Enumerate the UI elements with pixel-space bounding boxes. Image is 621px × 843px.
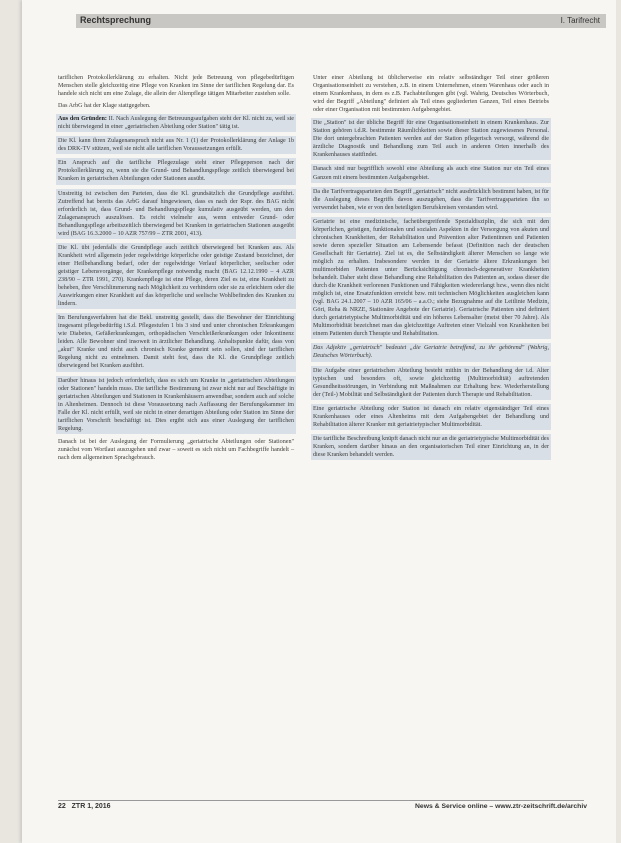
paragraph: Danach ist bei der Auslegung der Formulierung „geriatrische Abteilungen oder Stationen" zunächst vom Wortlaut auszugehen und zwar – soweit es sich nicht um Fachbegriffe handelt – nach dem allgemeinen Sprachgebrauch. <box>58 438 294 461</box>
paragraph: Aus den Gründen: II. Nach Auslegung der Betreuungsaufgaben steht der Kl. nicht zu, weil sie nicht überwiegend in einer „geriatrischen Abteilung oder Station" tätig ist. <box>56 114 296 132</box>
reasons-lead-in: Aus den Gründen: <box>58 116 107 123</box>
left-column <box>58 74 294 466</box>
paragraph: Da die Tarifvertragsparteien den Begriff „geriatrisch" nicht ausdrücklich bestimmt haben, ist für die Auslegung dieses Begriffs davon auszugehen, dass die Tarifvertragsparteien ihn so verwendet haben, wie er von den beteiligten Berufskreisen verstanden wird. <box>311 187 551 213</box>
paragraph: Danach sind nur begrifflich sowohl eine Abteilung als auch eine Station nur ein Teil eines Ganzen mit einem bestimmten Aufgabengebiet. <box>311 164 551 182</box>
paragraph: Die „Station" ist der übliche Begriff für eine Organisationseinheit in einem Krankenhaus. Zur Station gehören i.d.R. bestimmte Räumlichkeiten sowie dieser Station zugewiesenes Personal. Die dort untergebrachten Patienten werden auf der Station pflegerisch versorgt, während die ärztliche Diagnostik und Behandlung zum Teil auch in anderen Orten innerhalb des Krankenhauses stattfindet. <box>311 118 551 160</box>
paragraph: Eine geriatrische Abteilung oder Station ist danach ein relativ eigenständiger Teil eines Krankenhauses oder eines Altenheims mit dem Aufgabengebiet der Behandlung und Rehabilitation älterer Kranker mit geriatrietypischer Multimorbidität. <box>311 404 551 430</box>
paragraph: Unstreitig ist zwischen den Parteien, dass die Kl. grundsätzlich die Grundpflege ausführt. Zutreffend hat bereits das ArbG darauf hingewiesen, dass es nach der Rspr. des BAG nicht erforderlich ist, dass Grund- und Behandlungspflege kumulativ ausgeübt werden, um den Zulagenanspruch auszulösen. Es reicht vielmehr aus, wenn entweder Grund- oder Behandlungspflege arbeitszeitlich überwiegend bei Kranken in geriatrischen Stationen ausgeübt wird (BAG 16.3.2000 – 10 AZR 757/99 – ZTR 2001, 413). <box>56 189 296 239</box>
paragraph: Das Adjektiv „geriatrisch" bedeutet „die Geriatrie betreffend, zu ihr gehörend" (Wahrig, Deutsches Wörterbuch). <box>311 343 551 361</box>
paragraph: Unter einer Abteilung ist üblicherweise ein relativ selbständiger Teil einer größeren Organisationseinheit zu verstehen, z.B. in einem Unternehmen, einem Warenhaus oder auch in einem Krankenhaus, in dem es z.B. Fachabteilungen gibt (vgl. Wahrig, Deutsches Wörterbuch, wird der Begriff „Abteilung" definiert als Teil eines gegliederten Ganzen, Teil eines Betriebs oder einer Organisation mit bestimmten Aufgabengebiet. <box>313 75 549 114</box>
paragraph: Das ArbG hat der Klage stattgegeben. <box>58 103 151 110</box>
paragraph: Die tarifliche Beschreibung knüpft danach nicht nur an die geriatrietypische Multimorbidität des Kranken, sondern darüber hinaus an den organisatorischen Teil einer Einrichtung an, in der diese Kranken behandelt werden. <box>311 434 551 460</box>
paragraph: Die Kl. kann ihren Zulagenanspruch nicht aus Nr. 1 (1) der Protokollerklärung der Anlage 1b des DRK-TV stützen, weil sie nicht alle tariflichen Voraussetzungen erfüllt. <box>56 136 296 154</box>
footer-page-info <box>58 803 111 810</box>
paragraph: tariflichen Protokollerklärung zu erhalten. Nicht jede Betreuung von pflegebedürftigen Menschen stelle gleichzeitig eine Pflege von Kranken im Sinne der tariflichen Regelung dar. Es handele sich nicht um eine Zulage, die allein der Altenpflege tätigen Mitarbeiter zustehen solle. <box>58 75 294 98</box>
page-number: 22 <box>58 803 66 810</box>
paragraph: Geriatrie ist eine medizinische, facheübergreifende Spezialdisziplin, die sich mit den körperlichen, geistigen, funktionalen und sozialen Aspekten in der Versorgung von akuten und chronischen Krankheiten, der Rehabilitation und Prävention alter Patientinnen und Patienten sowie deren spezieller Situation am Lebensende befasst (Definition nach der deutschen Gesellschaft für Geriatrie). Ziel ist es, die Selbständigkeit älterer Menschen so lange wie möglich zu erhalten. Insbesondere werden in der Geriatrie ältere Erkrankungen bei multimorbiden Patienten unter Berücksichtigung chronisch-degenerativer Krankheiten behandelt. Daher steht diese Behandlung eine Rehabilitation des Patienten an, sodass dieser die durch die Krankheit verlorenen Funktionen und Fähigkeiten wiedererlangt bzw., wenn dies nicht möglich ist, eine Ersatzfunktion erreicht bzw. mit technischen Möglichkeiten ausgleichen kann (vgl. BAG 24.1.2007 – 10 AZR 165/06 – a.a.O.; siehe Bezugnahme auf die Leitlinie Medizin, Göri, Reha & NRZE, Stationäre Angebote der Geriatrie). Geriatrische Patienten sind definiert durch geriatrietypische Multimorbidität und ein höheres Lebensalter (meist über 70 Jahre). Als Multimorbidität bezeichnet man das gleichzeitige Auftreten einer Vielzahl von Krankheiten bei einem Patienten durch Therapie und Rehabilitation. <box>311 217 551 340</box>
paragraph: Die Aufgabe einer geriatrischen Abteilung besteht mithin in der Behandlung der i.d. Alter typischen und besonders oft, sowie gleichzeitig (Multimorbidität) auftretenden Gesundheitsstörungen, in Verbindung mit Maßnahmen zur Erhaltung bzw. Wiederherstellung der (Teil-) Mobilität und Selbständigkeit der Patienten durch Therapie und Rehabilitation. <box>311 366 551 400</box>
journal-issue: ZTR 1, 2016 <box>71 803 111 810</box>
paragraph: Im Berufungsverfahren hat die Bekl. unstreitig gestellt, dass die Bewohner der Einrichtung insgesamt pflegebedürftig i.S.d. Pflegestufen 1 bis 3 sind und unter chronischen Erkrankungen wie Diabetes, Gefäßerkrankungen, orthopädischen Verschleißerkrankungen oder Inkontinenz leiden. Alle Bewohner sind insoweit in ärztlicher Behandlung. Anhaltspunkte dafür, dass von „akut" Kranke und nicht auch chronisch Kranke gemeint sein sollen, sind der tariflichen Regelung nicht zu entnehmen. Damit steht fest, dass die Kl. die Grundpflege zeitlich überwiegend bei Kranken ausführt. <box>56 313 296 371</box>
right-column <box>313 74 549 464</box>
paragraph: Darüber hinaus ist jedoch erforderlich, dass es sich um Kranke in „geriatrischen Abteilungen oder Stationen" handeln muss. Die tarifliche Bestimmung ist zwar nicht nur auf Beschäftigte in geriatrischen Abteilungen und Stationen in Krankenhäusern anwendbar, sondern auch auf solche in Altenheimen. Dennoch ist diese Voraussetzung nach Auffassung der Berufungskammer im Falle der Kl. nicht erfüllt, weil sie nicht in einer derartigen Abteilung oder Station im Sinne der tariflichen Vorschrift beschäftigt ist. Dies ergibt sich aus einer Auslegung der tariflichen Regelung. <box>56 376 296 434</box>
paragraph: Die Kl. übt jedenfalls die Grundpflege auch zeitlich überwiegend bei Kranken aus. Als Krankheit wird allgemein jeder regelwidrige körperliche oder geistige Zustand bezeichnet, der einer Heilbehandlung bedarf, oder der regelwidrige Verlauf körperlicher, seelischer oder geistiger Lebensvorgänge, der Krankenpflege notwendig macht (BAG 12.12.1990 – 4 AZR 238/90 – ZTR 1991, 270). Krankenpflege ist eine Pflege, deren Ziel es ist, eine Krankheit zu beheben, ihre Verschlimmerung nach Möglichkeit zu verhindern oder sie zu erleichtern oder die Auswirkungen einer Krankheit auf das körperliche und seelische Wohlbefinden des Kranken zu lindern. <box>56 243 296 309</box>
footer-promo: News & Service online – www.ztr-zeitschrift.de/archiv <box>415 803 587 810</box>
page-header <box>76 14 606 28</box>
footer-divider <box>58 800 584 801</box>
paragraph: Ein Anspruch auf die tarifliche Pflegezulage steht einer Pflegeperson nach der Protokollerklärung zu, wenn sie die Grund- und Behandlungspflege zeitlich überwiegend bei Kranken in geriatrischen Abteilungen oder Stationen ausübt. <box>56 158 296 184</box>
section-title: Rechtsprechung <box>80 15 152 25</box>
topic-label: I. Tarifrecht <box>560 16 600 25</box>
